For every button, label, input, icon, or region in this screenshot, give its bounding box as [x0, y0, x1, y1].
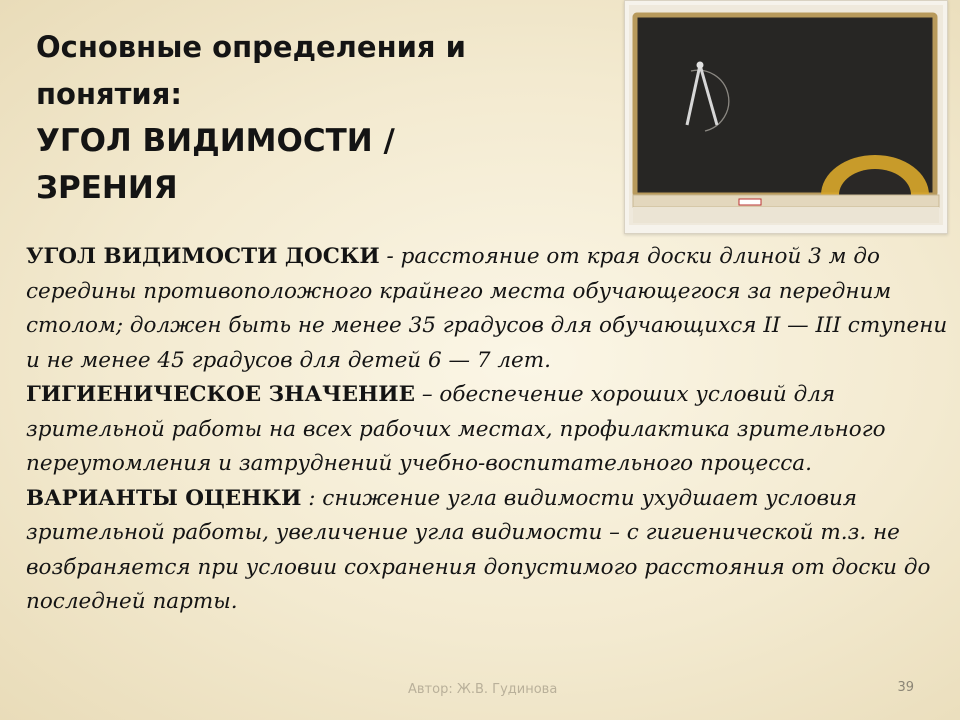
definition-text: – обеспечение хороших условий для зрительной работы на всех рабочих местах, профилактика зрительного переутомления и затруднений учебно-воспитательного процесса. — [26, 382, 886, 476]
definition-text: : снижение угла видимости ухудшает условия зрительной работы, увеличение угла видимости – с гигиенической т.з. не возбраняется при условии сохранения допустимого расстояния от доски до последней парты. — [26, 485, 931, 614]
term-label: ГИГИЕНИЧЕСКОЕ ЗНАЧЕНИЕ — [26, 382, 415, 407]
definitions-block — [26, 240, 951, 620]
title-line-1: Основные определения и — [36, 30, 466, 64]
chalkboard-icon — [624, 0, 948, 234]
title-line-3: УГОЛ ВИДИМОСТИ / — [36, 123, 395, 159]
slide-title — [36, 24, 556, 212]
author-credit: Автор: Ж.В. Гудинова — [408, 682, 558, 697]
definition-assessment-options — [26, 482, 951, 620]
term-label: УГОЛ ВИДИМОСТИ ДОСКИ — [26, 244, 380, 269]
term-label: ВАРИАНТЫ ОЦЕНКИ — [26, 485, 302, 511]
definition-text: - расстояние от края доски длиной 3 м до середины противоположного крайнего места обучающегося за передним столом; должен быть не менее 35 градусов для обучающихся II — III ступени и не менее 45 градусов для детей 6 — 7 лет. — [26, 244, 948, 373]
definition-viewing-angle — [26, 240, 951, 378]
definition-hygienic-significance — [26, 378, 951, 482]
title-line-4: ЗРЕНИЯ — [36, 170, 178, 206]
page-number: 39 — [897, 680, 914, 695]
title-line-2: понятия: — [36, 77, 182, 111]
